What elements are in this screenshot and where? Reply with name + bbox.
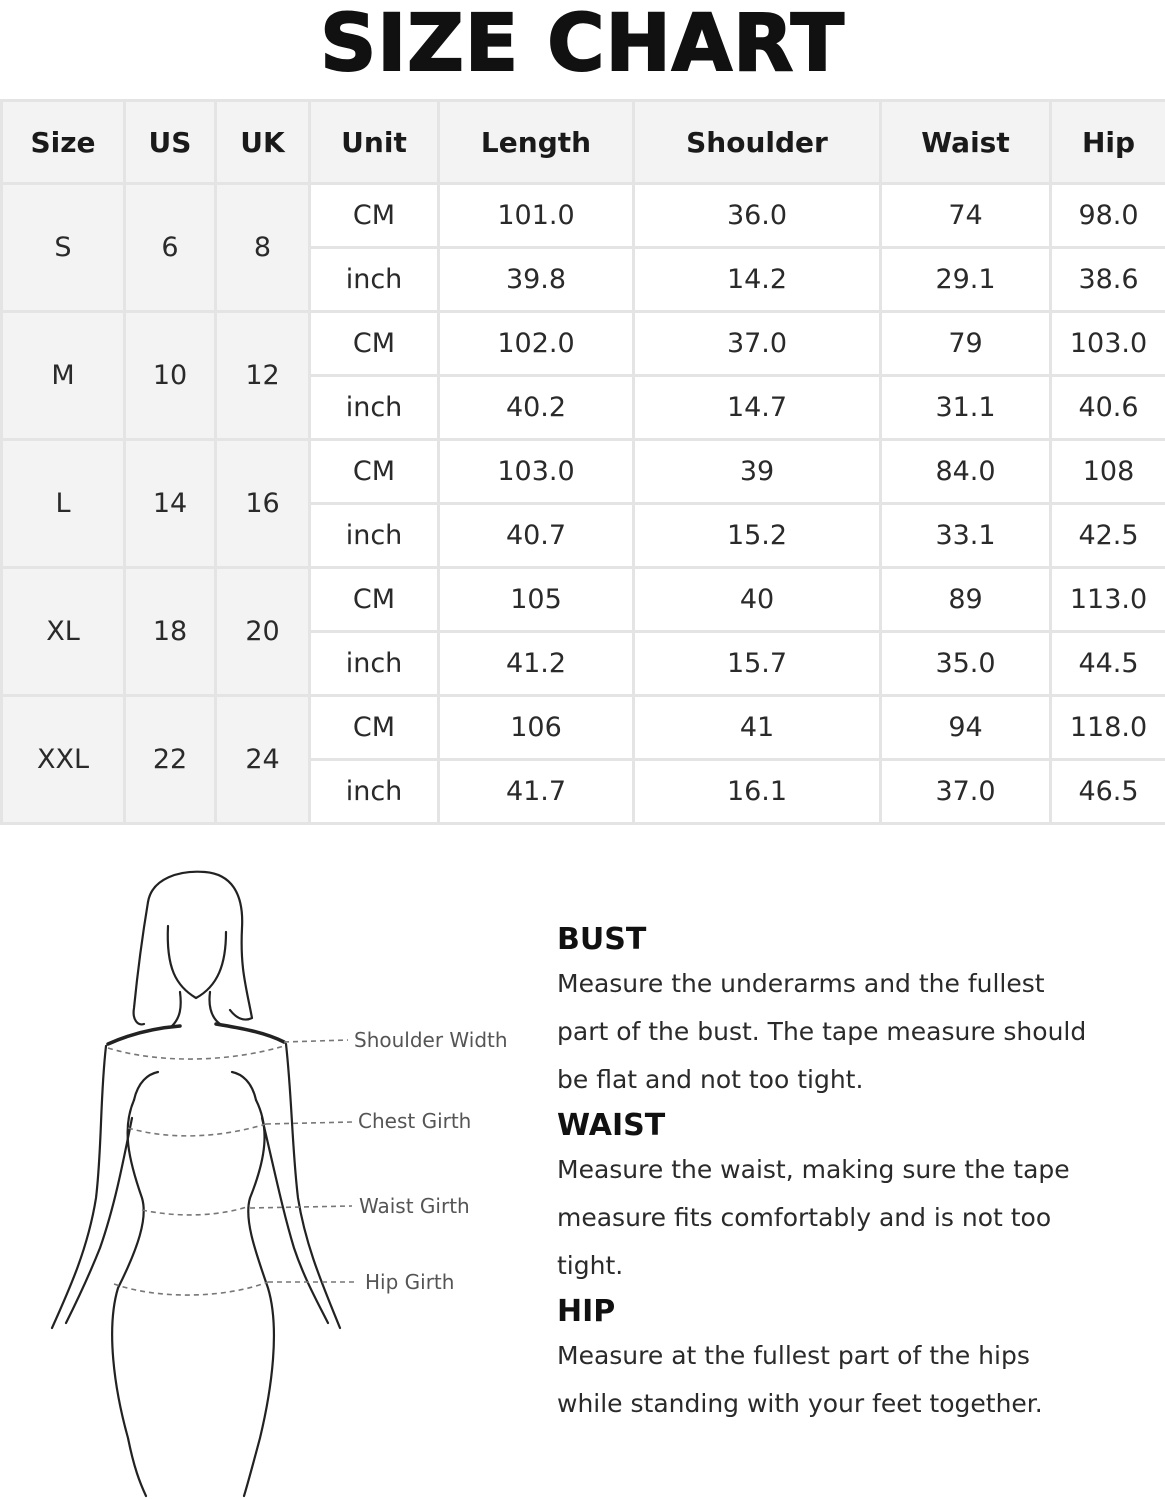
- shoulder-cell: 36.0: [634, 184, 881, 248]
- bust-text: [557, 960, 1147, 1104]
- bust-line: part of the bust. The tape measure should: [557, 1017, 1087, 1046]
- shoulder-cell: 39: [634, 440, 881, 504]
- shoulder-cell: 15.2: [634, 504, 881, 568]
- header-us: US: [125, 101, 216, 184]
- length-cell: 41.2: [439, 632, 634, 696]
- length-cell: 106: [439, 696, 634, 760]
- uk-cell: 24: [216, 696, 310, 824]
- header-length: Length: [439, 101, 634, 184]
- waist-cell: 31.1: [881, 376, 1051, 440]
- waist-girth-label: Waist Girth: [359, 1194, 470, 1218]
- size-cell: XL: [2, 568, 125, 696]
- hip-measure-line: [114, 1282, 268, 1295]
- unit-cell: inch: [310, 248, 439, 312]
- waist-cell: 33.1: [881, 504, 1051, 568]
- unit-cell: CM: [310, 312, 439, 376]
- us-cell: 22: [125, 696, 216, 824]
- table-row: [2, 440, 1165, 504]
- us-cell: 18: [125, 568, 216, 696]
- shoulder-cell: 16.1: [634, 760, 881, 824]
- header-waist: Waist: [881, 101, 1051, 184]
- length-cell: 105: [439, 568, 634, 632]
- waist-line: measure fits comfortably and is not too: [557, 1203, 1052, 1232]
- uk-cell: 16: [216, 440, 310, 568]
- table-header-row: [2, 101, 1165, 184]
- face-outline: [168, 926, 226, 998]
- waist-cell: 35.0: [881, 632, 1051, 696]
- size-cell: M: [2, 312, 125, 440]
- shoulder-width-label: Shoulder Width: [354, 1028, 508, 1052]
- unit-cell: inch: [310, 632, 439, 696]
- waist-line: tight.: [557, 1251, 624, 1280]
- size-table: [0, 99, 1165, 825]
- table-row: [2, 696, 1165, 760]
- length-cell: 103.0: [439, 440, 634, 504]
- hip-cell: 40.6: [1051, 376, 1165, 440]
- header-hip: Hip: [1051, 101, 1165, 184]
- unit-cell: inch: [310, 376, 439, 440]
- unit-cell: CM: [310, 440, 439, 504]
- waist-measure-line: [142, 1206, 250, 1215]
- header-size: Size: [2, 101, 125, 184]
- body-measurement-figure: [30, 868, 540, 1500]
- chest-measure-line: [128, 1124, 266, 1136]
- hip-cell: 44.5: [1051, 632, 1165, 696]
- hip-cell: 108: [1051, 440, 1165, 504]
- length-cell: 40.7: [439, 504, 634, 568]
- shoulder-cell: 15.7: [634, 632, 881, 696]
- hip-line: while standing with your feet together.: [557, 1389, 1043, 1418]
- table-row: [2, 312, 1165, 376]
- size-cell: S: [2, 184, 125, 312]
- waist-cell: 29.1: [881, 248, 1051, 312]
- hip-cell: 42.5: [1051, 504, 1165, 568]
- page-title: SIZE CHART: [320, 0, 845, 89]
- length-cell: 41.7: [439, 760, 634, 824]
- size-cell: XXL: [2, 696, 125, 824]
- bust-line: Measure the underarms and the fullest: [557, 969, 1045, 998]
- waist-cell: 84.0: [881, 440, 1051, 504]
- size-cell: L: [2, 440, 125, 568]
- shoulder-measure-line: [108, 1046, 284, 1059]
- uk-cell: 12: [216, 312, 310, 440]
- shoulder-cell: 14.2: [634, 248, 881, 312]
- unit-cell: inch: [310, 760, 439, 824]
- us-cell: 14: [125, 440, 216, 568]
- hip-girth-label: Hip Girth: [365, 1270, 455, 1294]
- table-row: [2, 568, 1165, 632]
- waist-text: [557, 1146, 1147, 1290]
- header-uk: UK: [216, 101, 310, 184]
- waist-cell: 94: [881, 696, 1051, 760]
- hip-cell: 98.0: [1051, 184, 1165, 248]
- length-cell: 101.0: [439, 184, 634, 248]
- hip-cell: 38.6: [1051, 248, 1165, 312]
- waist-line: Measure the waist, making sure the tape: [557, 1155, 1070, 1184]
- waist-cell: 74: [881, 184, 1051, 248]
- unit-cell: inch: [310, 504, 439, 568]
- header-shoulder: Shoulder: [634, 101, 881, 184]
- hip-cell: 46.5: [1051, 760, 1165, 824]
- hip-text: [557, 1332, 1147, 1428]
- hip-cell: 103.0: [1051, 312, 1165, 376]
- unit-cell: CM: [310, 696, 439, 760]
- measurement-notes: [557, 920, 1147, 1430]
- waist-cell: 89: [881, 568, 1051, 632]
- bust-heading: BUST: [557, 922, 647, 957]
- waist-cell: 79: [881, 312, 1051, 376]
- length-cell: 40.2: [439, 376, 634, 440]
- length-cell: 39.8: [439, 248, 634, 312]
- shoulder-cell: 37.0: [634, 312, 881, 376]
- hair-outline: [148, 872, 252, 1020]
- us-cell: 6: [125, 184, 216, 312]
- unit-cell: CM: [310, 184, 439, 248]
- uk-cell: 8: [216, 184, 310, 312]
- shoulder-cell: 14.7: [634, 376, 881, 440]
- shoulder-cell: 41: [634, 696, 881, 760]
- length-cell: 102.0: [439, 312, 634, 376]
- header-unit: Unit: [310, 101, 439, 184]
- hip-cell: 113.0: [1051, 568, 1165, 632]
- waist-cell: 37.0: [881, 760, 1051, 824]
- bust-line: be flat and not too tight.: [557, 1065, 864, 1094]
- waist-heading: WAIST: [557, 1108, 666, 1143]
- uk-cell: 20: [216, 568, 310, 696]
- chest-girth-label: Chest Girth: [358, 1109, 472, 1133]
- hip-line: Measure at the fullest part of the hips: [557, 1341, 1030, 1370]
- hip-heading: HIP: [557, 1294, 616, 1329]
- table-row: [2, 184, 1165, 248]
- unit-cell: CM: [310, 568, 439, 632]
- us-cell: 10: [125, 312, 216, 440]
- shoulder-cell: 40: [634, 568, 881, 632]
- hip-cell: 118.0: [1051, 696, 1165, 760]
